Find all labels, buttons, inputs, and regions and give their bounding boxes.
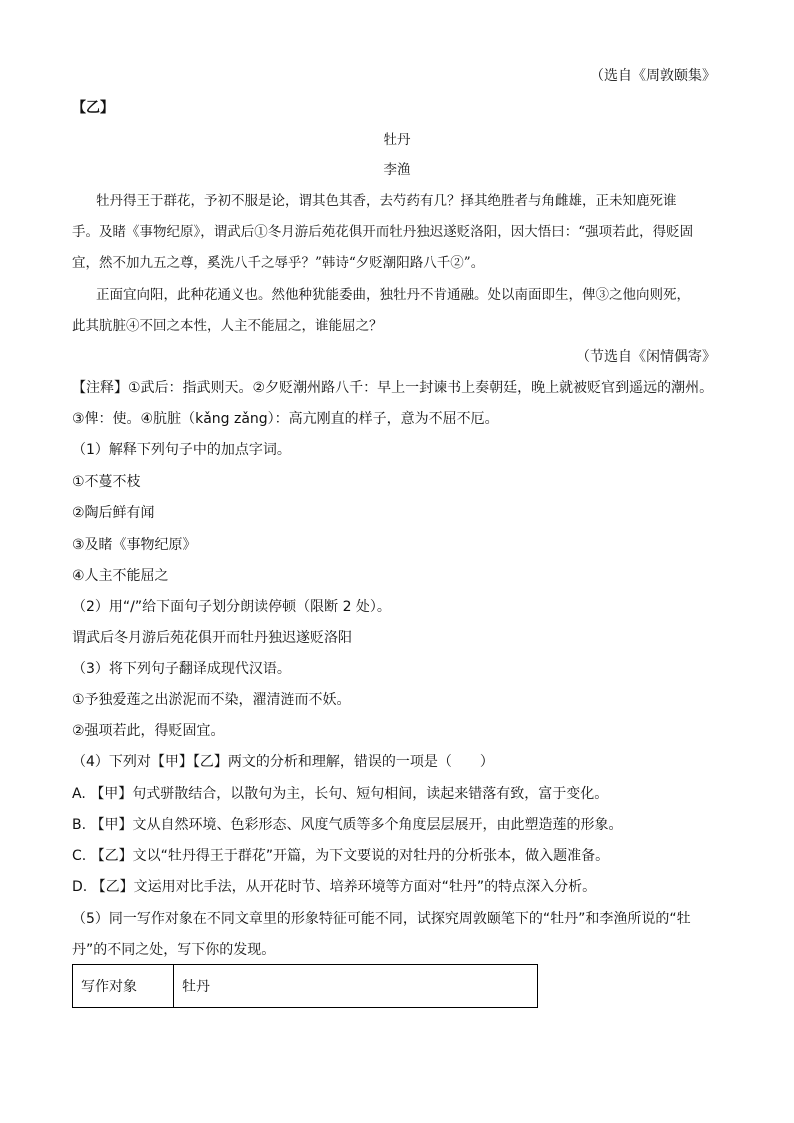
passage-line: 牡丹得王于群花，予初不服是论，谓其色其香，去芍药有几？择其绝胜者与角雌雄，正未知鹿死谁	[96, 193, 677, 209]
passage-line: 此其肮脏④不回之本性，人主不能屈之，谁能屈之？	[72, 318, 383, 334]
question-item: ①予独爱莲之出淤泥而不染，濯清涟而不妖。	[72, 692, 351, 708]
notes-line: ③俾：使。④肮脏（kǎng zǎng）：高亢刚直的样子，意为不屈不厄。	[72, 411, 499, 427]
poem-author: 李渔	[383, 162, 411, 178]
question-item: ③及睹《事物纪原》	[72, 537, 197, 553]
question-item: ①不蔓不枝	[72, 474, 141, 490]
source-citation-a: （选自《周敦颐集》	[590, 68, 716, 84]
question-3-prompt: （3）将下列句子翻译成现代汉语。	[72, 661, 291, 677]
table-row	[73, 965, 538, 1008]
source-citation-b: （节选自《闲情偶寄》	[576, 349, 716, 365]
question-2-prompt: （2）用“/”给下面句子划分朗读停顿（限断 2 处）。	[72, 599, 391, 615]
section-label: 【乙】	[72, 100, 114, 116]
choice-option-b: B. 【甲】文从自然环境、色彩形态、风度气质等多个角度层层展开，由此塑造莲的形象。	[72, 817, 623, 833]
question-5-prompt-cont: 丹”的不同之处，写下你的发现。	[72, 942, 276, 958]
question-1-prompt: （1）解释下列句子中的加点字词。	[72, 442, 291, 458]
notes-line: 【注释】①武后：指武则天。②夕贬潮州路八千：早上一封谏书上奏朝廷，晚上就被贬官到遥远的潮州。	[72, 380, 714, 396]
passage-line: 宜，然不加九五之尊，奚洗八千之辱乎？”韩诗“夕贬潮阳路八千②”。	[72, 255, 485, 271]
table-cell: 牡丹	[174, 965, 538, 1008]
question-item: ④人主不能屈之	[72, 568, 169, 584]
choice-option-c: C. 【乙】文以“牡丹得王于群花”开篇，为下文要说的对牡丹的分析张本，做入题准备。	[72, 848, 610, 864]
choice-option-a: A. 【甲】句式骈散结合，以散句为主，长句、短句相间，读起来错落有致，富于变化。	[72, 786, 609, 802]
passage-line: 正面宜向阳，此种花通义也。然他种犹能委曲，独牡丹不肯通融。处以南面即生，俾③之他向则死，	[96, 287, 690, 303]
question-4-prompt: （4）下列对【甲】【乙】两文的分析和理解，错误的一项是（ ）	[72, 754, 494, 770]
question-item: ②强项若此，得贬固宜。	[72, 723, 225, 739]
table-header-cell: 写作对象	[73, 965, 174, 1008]
answer-table	[72, 964, 538, 1008]
passage-line: 手。及睹《事物纪原》，谓武后①冬月游后苑花俱开而牡丹独迟遂贬洛阳，因大悟曰：“强项若此，得贬固	[72, 224, 694, 240]
poem-title: 牡丹	[383, 132, 411, 148]
question-5-prompt: （5）同一写作对象在不同文章里的形象特征可能不同，试探究周敦颐笔下的“牡丹”和李渔所说的“牡	[72, 911, 691, 927]
question-2-sentence: 谓武后冬月游后苑花俱开而牡丹独迟遂贬洛阳	[72, 630, 352, 646]
choice-option-d: D. 【乙】文运用对比手法，从开花时节、培养环境等方面对“牡丹”的特点深入分析。	[72, 879, 597, 895]
question-item: ②陶后鲜有闻	[72, 505, 155, 521]
